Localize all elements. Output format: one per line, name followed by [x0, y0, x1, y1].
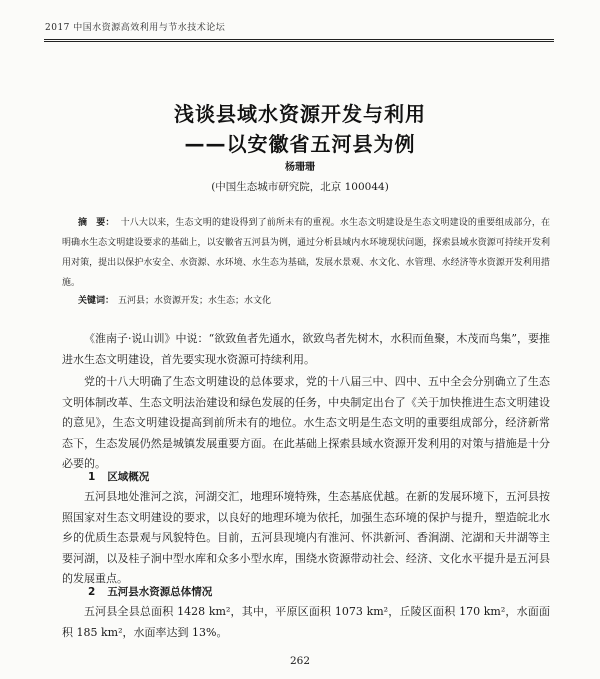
section-number: 1: [88, 471, 96, 483]
running-head: 2017 中国水资源高效利用与节水技术论坛: [45, 23, 226, 33]
keywords-label: 关键词：: [78, 296, 115, 306]
section-heading: [88, 469, 149, 484]
author-name: 杨珊珊: [285, 162, 315, 173]
section-title: 区域概况: [107, 471, 150, 483]
body-paragraph: 五河县全县总面积 1428 km²，其中，平原区面积 1073 km²，丘陵区面积 170 km²，水面面积 185 km²，水面率达到 13%。: [62, 605, 550, 639]
body-paragraph: 《淮南子·说山训》中说：“欲致鱼者先通水，欲致鸟者先树木，水积而鱼聚，木茂而鸟集”，要推进水生态文明建设，首先要实现水资源可持续利用。: [62, 332, 550, 366]
page-number: 262: [289, 655, 311, 667]
author-affiliation: (中国生态城市研究院，北京 100044): [211, 181, 389, 193]
keywords: [62, 293, 550, 309]
body-paragraph: 五河县地处淮河之滨，河湖交汇，地理环境特殊，生态基底优越。在新的发展环境下，五河县按照国家对生态文明建设的要求，以良好的地理环境为依托，加强生态环境的保护与提升，塑造皖北水乡的优质生态景观与风貌特色。目前，五河县现境内有淮河、怀洪新河、香涧湖、沱湖和天井湖等主要河湖，以及桂子涧中型水库和众多小型水库，围绕水资源带动社会、经济、文化水平提升是五河县的发展重点。: [62, 490, 550, 585]
article-subtitle: ——以安徽省五河县为例: [184, 132, 416, 156]
body-paragraph: 党的十八大明确了生态文明建设的总体要求，党的十八届三中、四中、五中全会分别确立了生态文明体制改革、生态文明法治建设和绿色发展的任务，中央制定出台了《关于加快推进生态文明建设的意见》，生态文明建设提高到前所未有的地位。水生态文明是生态文明的重要组成部分，经济新常态下，生态发展仍然是城镇发展重要方面。在此基础上探索县域水资源开发利用的对策与措施是十分必要的。: [62, 375, 550, 470]
article-title: 浅谈县域水资源开发与利用: [174, 102, 426, 126]
keywords-text: 五河县；水资源开发；水生态；水文化: [118, 296, 272, 306]
section-title: 五河县水资源总体情况: [107, 586, 213, 598]
header-rule: [44, 39, 554, 42]
abstract-label: 摘 要：: [78, 218, 115, 228]
section-number: 2: [88, 586, 96, 598]
abstract: [62, 213, 550, 293]
section-heading: [88, 584, 212, 599]
abstract-text: 十八大以来，生态文明的建设得到了前所未有的重视。水生态文明建设是生态文明建设的重要组成部分，在明确水生态文明建设要求的基础上，以安徽省五河县为例，通过分析县域内水环境现状问题，探索县域水资源可持续开发利用对策，提出以保护水安全、水资源、水环境、水生态为基础，发展水景观、水文化、水管理、水经济等水资源开发利用措施。: [62, 218, 550, 288]
